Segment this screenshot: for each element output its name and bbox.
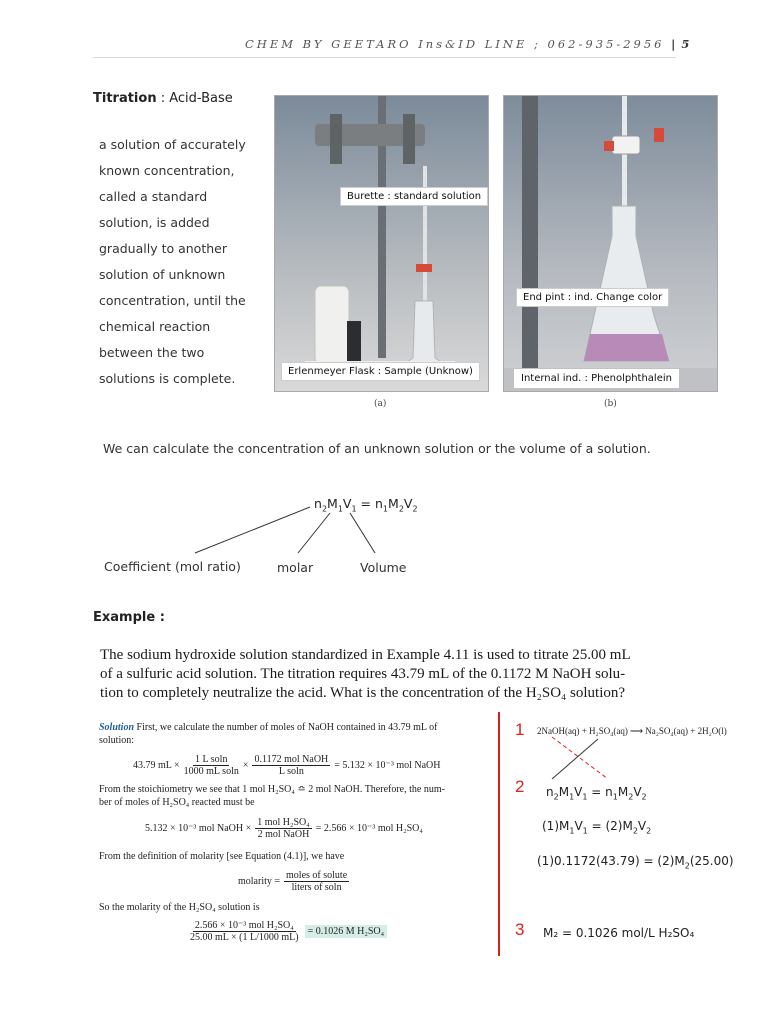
calc1-f2-num: 0.1172 mol NaOH	[254, 754, 329, 765]
calc1-times: ×	[242, 760, 249, 771]
solution-intro	[99, 722, 437, 733]
calc2-num: 1 mol H₂SO₄	[257, 817, 310, 828]
def-line: solution of unknown	[99, 267, 226, 282]
solution-divider	[498, 712, 500, 956]
calc1-fraction2	[252, 754, 330, 777]
section-title-sub: : Acid-Base	[156, 91, 233, 106]
page-number: | 5	[671, 37, 691, 51]
calc2-result: = 2.566 × 10⁻³ mol H₂SO₄	[315, 823, 423, 834]
header-divider	[93, 57, 676, 58]
calc1-lhs: 43.79 mL ×	[133, 760, 180, 771]
calc2-lhs: 5.132 × 10⁻³ mol NaOH ×	[145, 823, 252, 834]
calc4-den: 25.00 mL × (1 L/1000 mL)	[190, 932, 299, 943]
titration-apparatus-image	[275, 96, 488, 391]
molarity-definition-text: From the definition of molarity [see Equation (4.1)], we have	[99, 851, 345, 862]
caption-end-point: End pint : ind. Change color	[516, 288, 669, 307]
example-problem	[100, 646, 680, 703]
def-line: a solution of accurately	[99, 137, 246, 152]
figure-label-b: (b)	[604, 399, 617, 409]
def-line: concentration, until the	[99, 293, 246, 308]
calc4-fraction	[190, 920, 299, 943]
endpoint-flask-image	[504, 96, 717, 391]
step2-formula: $n_2M_1V_1 = n_1M_2V_2$	[546, 785, 647, 802]
solution-line2: solution:	[99, 735, 135, 746]
titration-formula: $n_2M_1V_1 = n_1M_2V_2$	[314, 496, 418, 514]
label-coefficient: Coefficient (mol ratio)	[104, 559, 241, 574]
label-volume: Volume	[360, 560, 407, 575]
calc2-den: 2 mol NaOH	[257, 829, 310, 840]
step2-substitute-n: $(1)M_1V_1 = (2)M_2V_2$	[542, 819, 652, 836]
calc2-fraction	[255, 817, 312, 840]
step2-substitute-values: $(1)0.1172(43.79) = (2)M_2(25.00)$	[537, 854, 734, 871]
problem-line: The sodium hydroxide solution standardized in Example 4.11 is used to titrate 25.00 mL	[100, 647, 631, 663]
problem-line: of a sulfuric acid solution. The titration requires 43.79 mL of the 0.1172 M NaOH solu-	[100, 666, 626, 682]
calc4-num: 2.566 × 10⁻³ mol H₂SO₄	[194, 920, 294, 931]
def-line: known concentration,	[99, 163, 235, 178]
stoichiometry-line2: ber of moles of H₂SO₄ reacted must be	[99, 797, 255, 808]
molarity-result-text: So the molarity of the H₂SO₄ solution is	[99, 902, 260, 913]
def-line: called a standard	[99, 189, 208, 204]
def-line: solution, is added	[99, 215, 210, 230]
solution-line1: First, we calculate the number of moles of NaOH contained in 43.79 mL of	[134, 722, 438, 733]
stoichiometry-line1: From the stoichiometry we see that 1 mol H₂SO₄ ≏ 2 mol NaOH. Therefore, the num-	[99, 784, 445, 795]
step-number-2: 2	[515, 777, 525, 796]
titration-definition	[99, 132, 269, 392]
def-line: chemical reaction	[99, 319, 211, 334]
calc-final-molarity	[190, 920, 387, 943]
section-title-main: Titration	[93, 91, 157, 106]
problem-line: tion to completely neutralize the acid. What is the concentration of the H₂SO₄ solution?	[100, 685, 626, 701]
def-line: between the two	[99, 345, 205, 360]
caption-burette: Burette : standard solution	[340, 187, 488, 206]
page-header	[245, 37, 690, 51]
calc1-f1-den: 1000 mL soln	[183, 766, 239, 777]
step-number-3: 3	[515, 920, 525, 939]
header-title: CHEM BY GEETARO Ins&ID LINE ; 062-935-2956	[245, 37, 665, 51]
section-title	[93, 91, 233, 106]
calc3-den: liters of soln	[291, 882, 342, 893]
caption-erlenmeyer: Erlenmeyer Flask : Sample (Unknow)	[281, 362, 480, 381]
calc-molarity-definition	[238, 870, 349, 893]
calc1-fraction1	[184, 754, 239, 777]
calc1-f2-den: L soln	[278, 766, 304, 777]
solution-heading: Solution	[99, 722, 135, 733]
mol-ratio-cross-lines	[540, 735, 620, 785]
formula-pointer-lines	[180, 500, 420, 560]
def-line: solutions is complete.	[99, 371, 236, 386]
intro-paragraph: We can calculate the concentration of an unknown solution or the volume of a solution.	[103, 441, 651, 456]
calc-moles-h2so4	[145, 817, 423, 840]
figure-label-a: (a)	[374, 399, 387, 409]
calc-moles-naoh	[133, 754, 441, 777]
calc3-fraction	[284, 870, 349, 893]
final-answer: M₂ = 0.1026 mol/L H₂SO₄	[543, 926, 695, 940]
reaction-equation: 2NaOH(aq) + H₂SO₄(aq) ⟶ Na₂SO₄(aq) + 2H₂O(l)	[537, 726, 727, 736]
calc1-result: = 5.132 × 10⁻³ mol NaOH	[334, 760, 441, 771]
def-line: gradually to another	[99, 241, 227, 256]
caption-indicator: Internal ind. : Phenolphthalein	[514, 369, 679, 388]
photo-titration-setup-a	[274, 95, 489, 392]
calc4-result-highlight: = 0.1026 M H₂SO₄	[305, 925, 388, 938]
label-molar: molar	[277, 560, 314, 575]
calc3-lhs: molarity =	[238, 876, 281, 887]
calc3-num: moles of solute	[286, 870, 348, 881]
example-title: Example :	[93, 610, 165, 625]
calc1-f1-num: 1 L soln	[195, 754, 228, 765]
photo-titration-endpoint-b	[503, 95, 718, 392]
step-number-1: 1	[515, 720, 525, 739]
